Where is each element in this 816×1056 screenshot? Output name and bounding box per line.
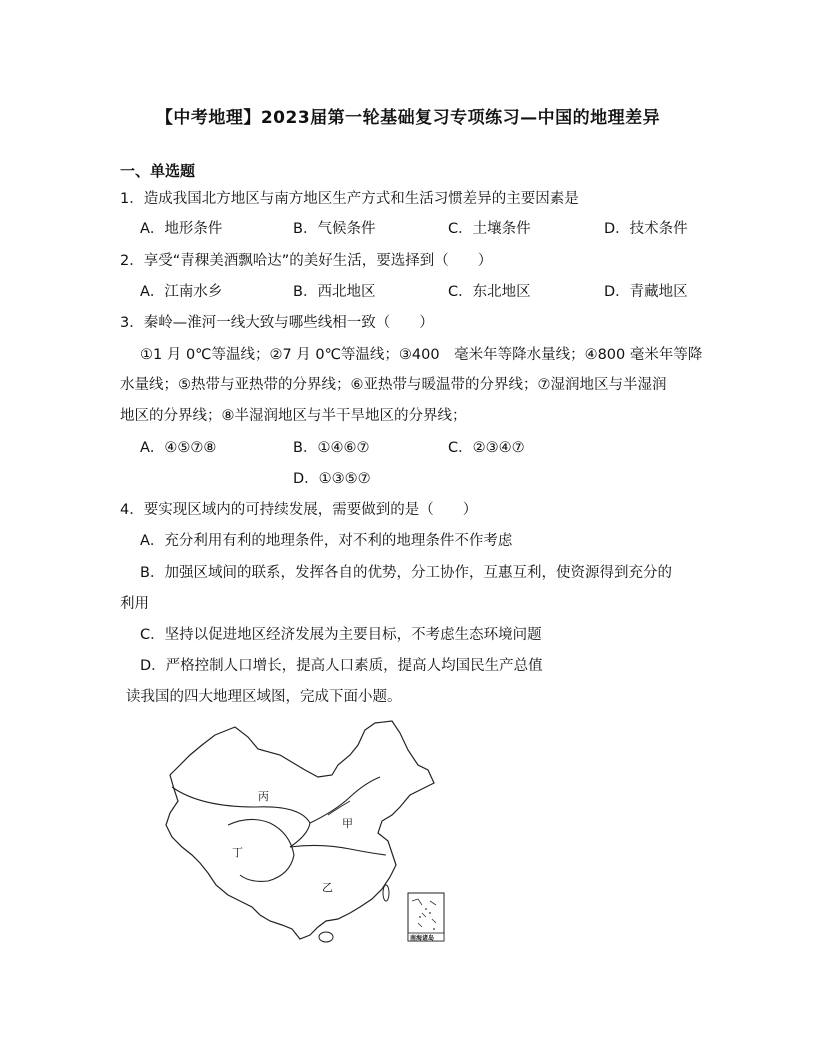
hainan-island	[319, 932, 333, 942]
inner-region-line	[328, 801, 350, 815]
question-3-option-a: A．④⑤⑦⑧	[140, 440, 217, 456]
qinling-huaihe-line	[290, 845, 386, 855]
question-2-option-b: B．西北地区	[293, 284, 376, 300]
question-1-option-c: C．土壤条件	[448, 221, 531, 237]
question-3-option-c: C．②③④⑦	[448, 440, 525, 456]
question-3-stem: 3．秦岭—淮河一线大致与哪些线相一致（ ）	[120, 315, 434, 331]
question-4-option-a: A．充分利用有利的地理条件，对不利的地理条件不作考虑	[140, 533, 513, 549]
question-4-option-b-line-2: 利用	[120, 596, 149, 612]
question-2-stem: 2．享受“青稞美酒飘哈达”的美好生活，要选择到（ ）	[120, 253, 493, 269]
question-4-stem: 4．要实现区域内的可持续发展，需要做到的是（ ）	[120, 502, 478, 518]
question-1-option-a: A．地形条件	[140, 221, 223, 237]
north-south-divider	[290, 823, 310, 847]
taiwan-island	[383, 885, 389, 901]
section-heading: 一、单选题	[120, 162, 196, 180]
inset-label: 南海诸岛	[410, 935, 435, 942]
region-label-yi: 乙	[322, 881, 333, 894]
question-1-option-d: D．技术条件	[604, 221, 688, 237]
china-regions-map	[160, 715, 460, 945]
region-label-ding: 丁	[232, 846, 243, 859]
question-2-option-c: C．东北地区	[448, 284, 531, 300]
question-2-option-a: A．江南水乡	[140, 284, 223, 300]
china-outline	[166, 721, 434, 939]
question-4-option-d: D．严格控制人口增长，提高人口素质，提高人均国民生产总值	[140, 658, 543, 674]
question-4-option-c: C．坚持以促进地区经济发展为主要目标，不考虑生态环境问题	[140, 627, 542, 643]
region-label-jia: 甲	[342, 817, 353, 830]
south-china-sea-inset	[408, 893, 444, 942]
question-1-stem: 1．造成我国北方地区与南方地区生产方式和生活习惯差异的主要因素是	[120, 191, 579, 207]
map-instruction: 读我国的四大地理区域图，完成下面小题。	[126, 689, 402, 705]
question-3-text-line-2: 水量线；⑤热带与亚热带的分界线；⑥亚热带与暖温带的分界线；⑦湿润地区与半湿润	[120, 377, 667, 393]
question-2-option-d: D．青藏地区	[604, 284, 688, 300]
question-4-option-b-line-1: B．加强区域间的联系，发挥各自的优势，分工协作，互惠互利，使资源得到充分的	[140, 565, 672, 581]
question-3-option-b: B．①④⑥⑦	[293, 440, 370, 456]
question-3-text-line-3: 地区的分界线；⑧半湿润地区与半干旱地区的分界线；	[120, 408, 467, 424]
question-3-option-d: D．①③⑤⑦	[293, 471, 371, 487]
question-1-option-b: B．气候条件	[293, 221, 376, 237]
region-label-bing: 丙	[258, 790, 269, 803]
question-3-text-line-1: ①1 月 0℃等温线；②7 月 0℃等温线；③400 毫米年等降水量线；④800 毫米年等降	[140, 347, 703, 363]
document-title: 【中考地理】2023届第一轮基础复习专项练习—中国的地理差异	[155, 108, 661, 128]
